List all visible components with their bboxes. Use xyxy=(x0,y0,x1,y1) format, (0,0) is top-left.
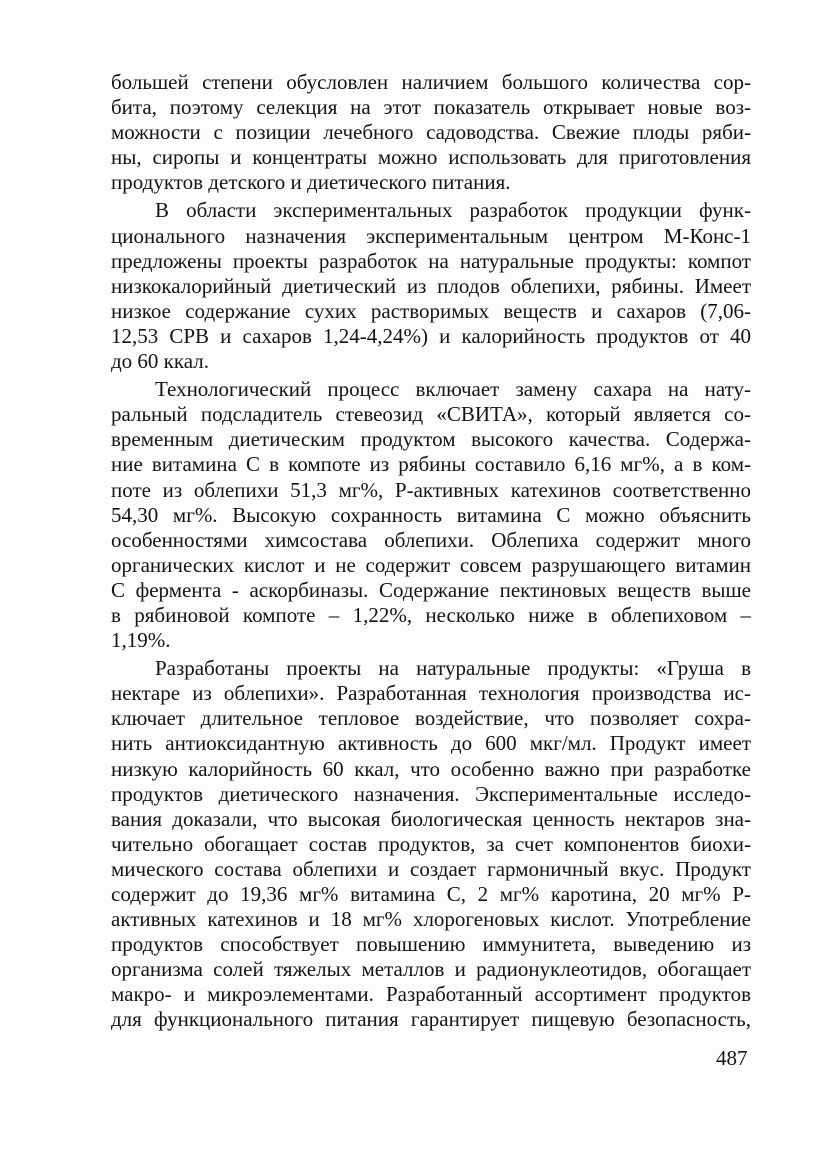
text-line: ние витамина С в компоте из рябины составило 6,16 мг%, а в ком- xyxy=(111,452,751,477)
text-line: чительно обогащает состав продуктов, за счет компонентов биохи- xyxy=(111,831,751,856)
text-line: до 60 ккал. xyxy=(111,349,210,374)
text-line: нить антиоксидантную активность до 600 мкг/мл. Продукт имеет xyxy=(111,731,751,756)
text-line: В области экспериментальных разработок продукции функ- xyxy=(155,198,751,223)
text-line: продуктов детского и диетического питания. xyxy=(111,170,511,195)
text-line: ральный подсладитель стевеозид «СВИТА», который является со- xyxy=(111,402,751,427)
text-line: 54,30 мг%. Высокую сохранность витамина С можно объяснить xyxy=(111,502,751,527)
text-line: низкокалорийный диетический из плодов облепихи, рябины. Имеет xyxy=(111,273,751,298)
text-line: С фермента - аскорбиназы. Содержание пектиновых веществ выше xyxy=(111,577,751,602)
text-line: содержит до 19,36 мг% витамина С, 2 мг% каротина, 20 мг% Р- xyxy=(111,882,751,906)
text-line: ключает длительное тепловое воздействие, что позволяет сохра- xyxy=(111,706,751,731)
text-line: активных катехинов и 18 мг% хлорогеновых кислот. Употребление xyxy=(111,907,751,932)
text-line: поте из облепихи 51,3 мг%, Р-активных катехинов соответственно xyxy=(111,477,751,502)
paragraph-4 xyxy=(111,656,751,1032)
text-line: 1,19%. xyxy=(111,628,171,653)
text-line: органических кислот и не содержит совсем разрушающего витамин xyxy=(111,552,751,577)
text-line: можности с позиции лечебного садоводства. Свежие плоды ряби- xyxy=(111,120,751,145)
paragraph-1 xyxy=(111,70,751,195)
text-line: ны, сиропы и концентраты можно использовать для приготовления xyxy=(111,145,751,170)
text-line: 12,53 СРВ и сахаров 1,24-4,24%) и калорийность продуктов от 40 xyxy=(111,323,751,348)
text-line: макро- и микроэлементами. Разработанный ассортимент продуктов xyxy=(111,982,751,1007)
text-line: предложены проекты разработок на натуральные продукты: компот xyxy=(111,248,751,273)
text-line: особенностями химсостава облепихи. Облепиха содержит много xyxy=(111,527,751,552)
text-line: бита, поэтому селекция на этот показатель открывает новые воз- xyxy=(111,95,751,120)
body-text xyxy=(111,70,751,1033)
text-line: вания доказали, что высокая биологическая ценность нектаров зна- xyxy=(111,806,751,831)
paragraph-2 xyxy=(111,198,751,374)
text-line: низкую калорийность 60 ккал, что особенно важно при разработке xyxy=(111,756,751,781)
text-line: низкое содержание сухих растворимых веществ и сахаров (7,06- xyxy=(111,298,751,323)
text-line: большей степени обусловлен наличием большого количества сор- xyxy=(111,70,751,94)
text-line: продуктов диетического назначения. Экспериментальные исследо- xyxy=(111,781,751,806)
page-number: 487 xyxy=(716,1046,748,1070)
text-line: ционального назначения экспериментальным центром М-Конс-1 xyxy=(111,223,751,248)
text-line: для функционального питания гарантирует пищевую безопасность, xyxy=(111,1007,751,1032)
text-line: временным диетическим продуктом высокого качества. Содержа- xyxy=(111,427,751,452)
text-line: продуктов способствует повышению иммунитета, выведению из xyxy=(111,932,751,957)
text-line: организма солей тяжелых металлов и радионуклеотидов, обогащает xyxy=(111,957,751,982)
text-line: нектаре из облепихи». Разработанная технология производства ис- xyxy=(111,681,751,706)
paragraph-3 xyxy=(111,377,751,653)
text-line: Разработаны проекты на натуральные продукты: «Груша в xyxy=(155,656,751,681)
text-line: мического состава облепихи и создает гармоничный вкус. Продукт xyxy=(111,856,751,881)
text-line: Технологический процесс включает замену сахара на нату- xyxy=(155,377,751,402)
text-line: в рябиновой компоте – 1,22%, несколько ниже в облепиховом – xyxy=(111,602,751,627)
